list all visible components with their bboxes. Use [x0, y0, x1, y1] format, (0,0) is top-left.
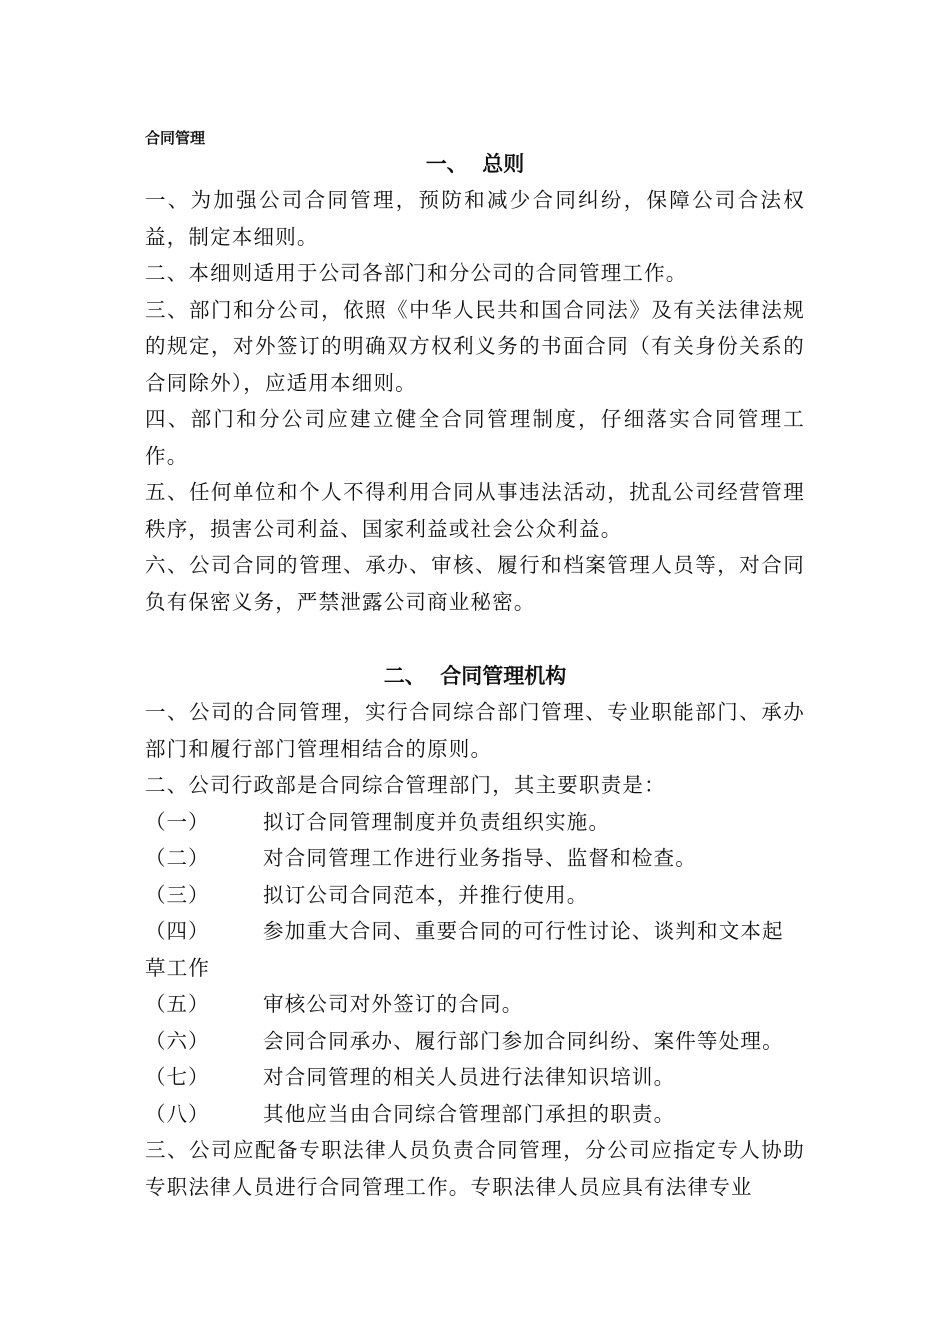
paragraph: 四、部门和分公司应建立健全合同管理制度，仔细落实合同管理工作。	[145, 407, 805, 468]
paragraph: 三、公司应配备专职法律人员负责合同管理，分公司应指定专人协助专职法律人员进行合同管理工作。专职法律人员应具有法律专业	[145, 1138, 805, 1199]
section-heading-general: 一、 总则	[425, 152, 525, 176]
document-body	[145, 146, 805, 1205]
list-item-text: 拟订合同管理制度并负责组织实施。	[263, 809, 611, 834]
list-item-number: （四）	[145, 919, 210, 943]
list-item-text: 拟订公司合同范本，并推行使用。	[263, 882, 589, 907]
list-item-text: 参加重大合同、重要合同的可行性讨论、谈判和文本起草工作	[145, 919, 784, 980]
list-item	[145, 1023, 805, 1060]
paragraph: 二、本细则适用于公司各部门和分公司的合同管理工作。	[145, 261, 688, 285]
list-item	[145, 804, 805, 841]
list-item-text: 其他应当由合同综合管理部门承担的职责。	[263, 1101, 676, 1126]
paragraph: 二、公司行政部是合同综合管理部门，其主要职责是：	[145, 773, 666, 797]
paragraph: 五、任何单位和个人不得利用合同从事违法活动，扰乱公司经营管理秩序，损害公司利益、国家利益或社会公众利益。	[145, 480, 805, 541]
list-item-number: （二）	[145, 846, 210, 870]
list-item-number: （八）	[145, 1101, 210, 1126]
list-item-text: 审核公司对外签订的合同。	[263, 992, 524, 1016]
list-item	[145, 1059, 805, 1096]
list-item-text: 对合同管理的相关人员进行法律知识培训。	[263, 1065, 676, 1089]
paragraph: 一、公司的合同管理，实行合同综合部门管理、专业职能部门、承办部门和履行部门管理相结合的原则。	[145, 700, 805, 761]
paragraph: 三、部门和分公司，依照《中华人民共和国合同法》及有关法律法规的规定，对外签订的明确双方权利义务的书面合同（有关身份关系的合同除外），应适用本细则。	[145, 297, 805, 395]
section-heading-organization: 二、 合同管理机构	[383, 664, 567, 688]
list-item	[145, 840, 805, 877]
list-item-number: （五）	[145, 992, 210, 1016]
list-item-number: （一）	[145, 809, 210, 834]
list-item	[145, 1096, 805, 1133]
list-item	[145, 986, 805, 1023]
list-item-number: （七）	[145, 1065, 210, 1089]
list-item-number: （六）	[145, 1028, 210, 1053]
list-item	[145, 877, 805, 914]
paragraph: 六、公司合同的管理、承办、审核、履行和档案管理人员等，对合同负有保密义务，严禁泄露公司商业秘密。	[145, 553, 805, 614]
list-item-text: 对合同管理工作进行业务指导、监督和检查。	[263, 846, 697, 870]
document-title: 合同管理	[145, 129, 206, 147]
list-item-number: （三）	[145, 882, 210, 907]
paragraph: 一、为加强公司合同管理，预防和减少合同纠纷，保障公司合法权益，制定本细则。	[145, 188, 805, 249]
list-item	[145, 913, 805, 986]
section-spacer	[145, 620, 805, 658]
list-item-text: 会同合同承办、履行部门参加合同纠纷、案件等处理。	[263, 1028, 784, 1053]
